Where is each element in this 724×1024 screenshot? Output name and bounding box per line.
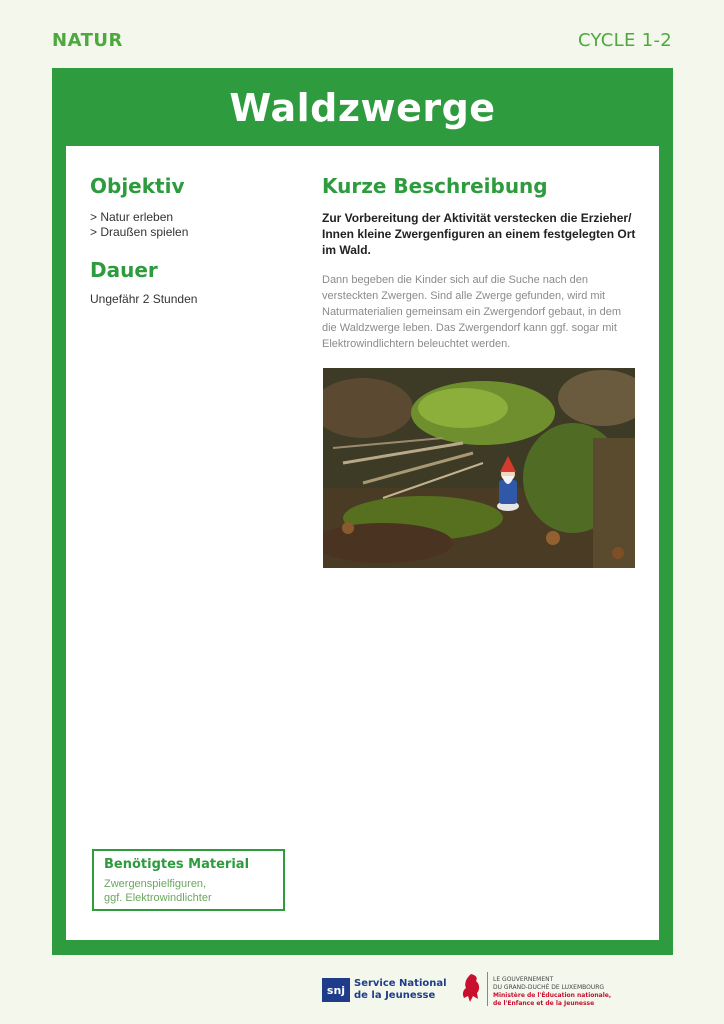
activity-card <box>52 68 673 955</box>
card-title: Waldzwerge <box>229 86 496 130</box>
footer-logos <box>0 968 724 1012</box>
objective-item: > Draußen spielen <box>90 225 189 239</box>
objective-heading: Objektiv <box>90 174 185 198</box>
gov-divider <box>487 972 488 1006</box>
gov-line4: de l'Enfance et de la Jeunesse <box>493 1000 595 1007</box>
luxembourg-lion-emblem-icon <box>458 972 484 1004</box>
duration-heading: Dauer <box>90 258 158 282</box>
gov-line1: LE GOUVERNEMENT <box>493 976 554 983</box>
snj-name-line1: Service National <box>354 978 447 989</box>
snj-name <box>354 978 447 1002</box>
left-column <box>90 174 300 306</box>
description-lead: Zur Vorbereitung der Aktivität verstecken die Erzieher/ Innen kleine Zwergenfiguren an einem festgelegten Ort im Wald. <box>322 211 636 257</box>
duration-value: Ungefähr 2 Stunden <box>90 292 198 306</box>
right-column <box>322 174 637 352</box>
objective-item: > Natur erleben <box>90 210 174 224</box>
svg-text:snj: snj <box>326 984 346 997</box>
objective-list <box>90 210 300 240</box>
card-content <box>66 146 659 940</box>
snj-logo-icon <box>322 978 350 1002</box>
top-header <box>52 30 672 54</box>
material-list <box>104 877 273 905</box>
snj-name-line2: de la Jeunesse <box>354 990 436 1001</box>
gov-line2: DU GRAND-DUCHÉ DE LUXEMBOURG <box>493 984 605 991</box>
description-body: Dann begeben die Kinder sich auf die Suche nach den versteckten Zwergen. Sind alle Zwerge gefunden, wird mit Naturmaterialien gemeinsam ein Zwergendorf gebaut, in dem die Waldzwerge leben. Das Zwergendorf kann ggf. sogar mit Elektrowindlichtern beleuchtet werden. <box>322 274 621 350</box>
material-heading: Benötigtes Material <box>104 857 250 872</box>
government-text <box>493 976 611 1008</box>
material-box <box>92 849 285 911</box>
cycle-label: CYCLE 1-2 <box>577 30 672 51</box>
material-item: Zwergenspielfiguren, <box>104 878 207 890</box>
forest-gnome-photo <box>323 368 635 568</box>
description-heading: Kurze Beschreibung <box>322 174 548 198</box>
material-item: ggf. Elektrowindlichter <box>104 892 212 904</box>
category-label: NATUR <box>52 30 123 51</box>
gov-line3: Ministère de l'Éducation nationale, <box>493 992 612 999</box>
